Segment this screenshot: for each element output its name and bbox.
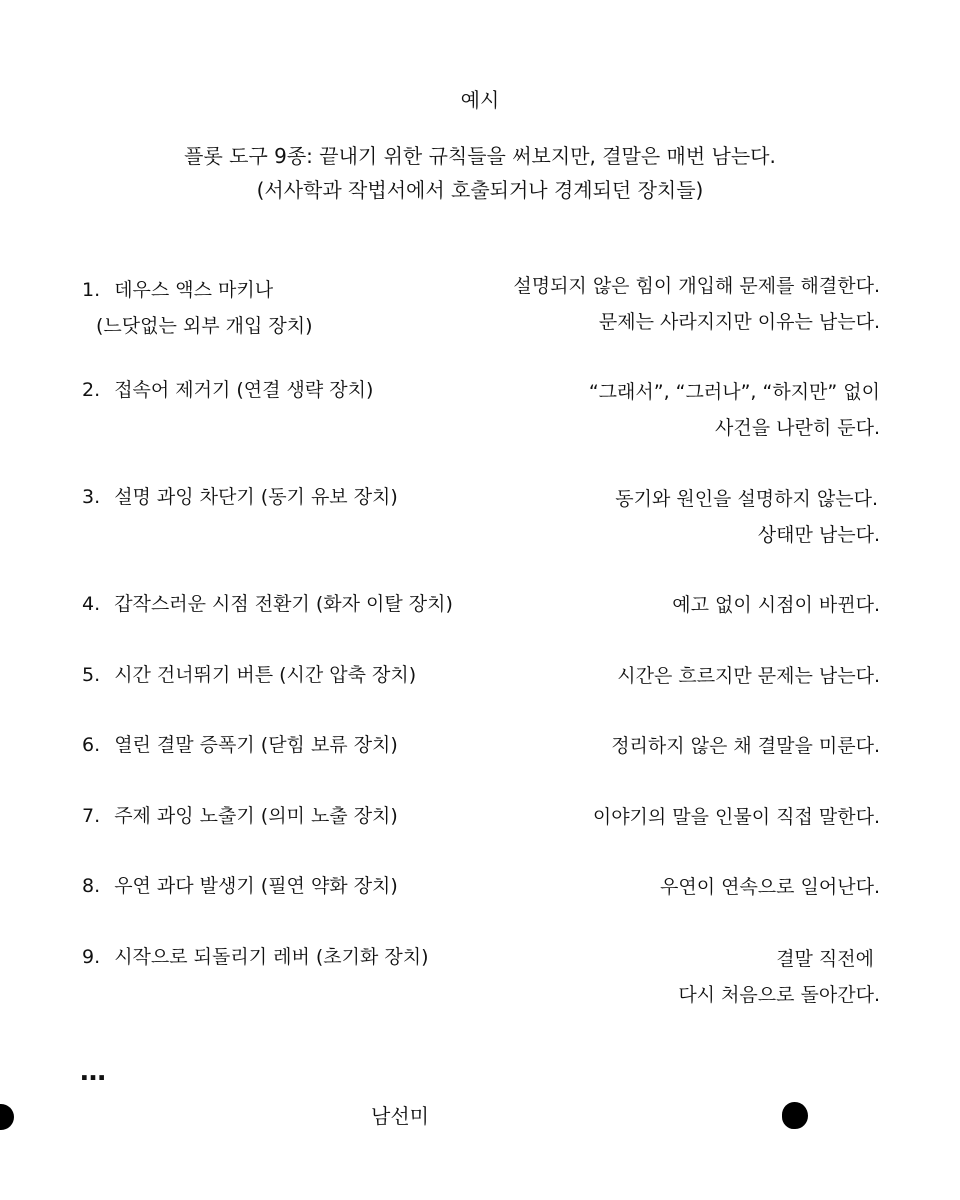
list-item-subtitle: (느닷없는 외부 개입 장치) [96, 315, 313, 337]
ink-blot-right [782, 1102, 808, 1129]
ellipsis-mark: … [80, 1057, 107, 1087]
list-item-title [82, 590, 453, 618]
page-heading: 예시 [460, 88, 500, 112]
list-item-description [660, 869, 880, 905]
list-item-description [672, 587, 880, 623]
list-item-description [589, 374, 880, 446]
list-item-title [82, 802, 398, 830]
list-item-title-text: 설명 과잉 차단기 (동기 유보 장치) [114, 486, 398, 508]
description-line: 정리하지 않은 채 결말을 미룬다. [611, 735, 880, 757]
list-item-number: 9. [82, 946, 101, 968]
description-line: 설명되지 않은 힘이 개입해 문제를 해결한다. [513, 275, 880, 297]
list-item-number: 2. [82, 379, 101, 401]
list-item-number: 1. [82, 279, 101, 301]
list-item-title-text: 시작으로 되돌리기 레버 (초기화 장치) [114, 946, 429, 968]
list-item-title [82, 272, 312, 344]
description-line: 결말 직전에 [776, 948, 874, 970]
list-item-number: 6. [82, 734, 101, 756]
list-item-number: 4. [82, 593, 101, 615]
list-item-title [82, 376, 373, 404]
list-item-title [82, 731, 398, 759]
list-item-title-text: 시간 건너뛰기 버튼 (시간 압축 장치) [114, 664, 417, 686]
description-line: 사건을 나란히 둔다. [715, 417, 880, 439]
list-item-title-text: 갑작스러운 시점 전환기 (화자 이탈 장치) [114, 593, 453, 615]
subtitle-line-1: 플롯 도구 9종: 끝내기 위한 규칙들을 써보지만, 결말은 매번 남는다. [184, 144, 776, 168]
list-item-description [615, 481, 878, 553]
author-name: 남선미 [371, 1104, 429, 1128]
subtitle-line-2: (서사학과 작법서에서 호출되거나 경계되던 장치들) [256, 178, 704, 202]
description-line: 예고 없이 시점이 바뀐다. [672, 594, 880, 616]
description-line: “그래서”, “그러나”, “하지만” 없이 [588, 381, 880, 403]
list-item-title [82, 483, 398, 511]
list-item-description [617, 658, 880, 694]
list-item-title-text: 주제 과잉 노출기 (의미 노출 장치) [114, 805, 398, 827]
description-line: 우연이 연속으로 일어난다. [659, 876, 880, 898]
list-item-description [593, 799, 880, 835]
list-item-description [513, 268, 880, 340]
list-item-description [678, 941, 880, 1013]
list-item-title [82, 661, 416, 689]
description-line: 상태만 남는다. [757, 524, 880, 546]
list-item-title [82, 872, 398, 900]
description-line: 문제는 사라지지만 이유는 남는다. [598, 311, 880, 333]
list-item-number: 5. [82, 664, 101, 686]
description-line: 동기와 원인을 설명하지 않는다. [615, 488, 878, 510]
list-item-title-text: 우연 과다 발생기 (필연 약화 장치) [114, 875, 398, 897]
description-line: 이야기의 말을 인물이 직접 말한다. [592, 806, 880, 828]
list-item-number: 7. [82, 805, 101, 827]
list-item-title-text: 열린 결말 증폭기 (닫힘 보류 장치) [114, 734, 398, 756]
list-item-title [82, 943, 428, 971]
list-item-title-text: 데우스 액스 마키나 [114, 279, 274, 301]
list-item-title-text: 접속어 제거기 (연결 생략 장치) [114, 379, 374, 401]
description-line: 시간은 흐르지만 문제는 남는다. [617, 665, 880, 687]
list-item-number: 8. [82, 875, 101, 897]
list-item-description [611, 728, 880, 764]
description-line: 다시 처음으로 돌아간다. [678, 984, 880, 1006]
list-item-number: 3. [82, 486, 101, 508]
